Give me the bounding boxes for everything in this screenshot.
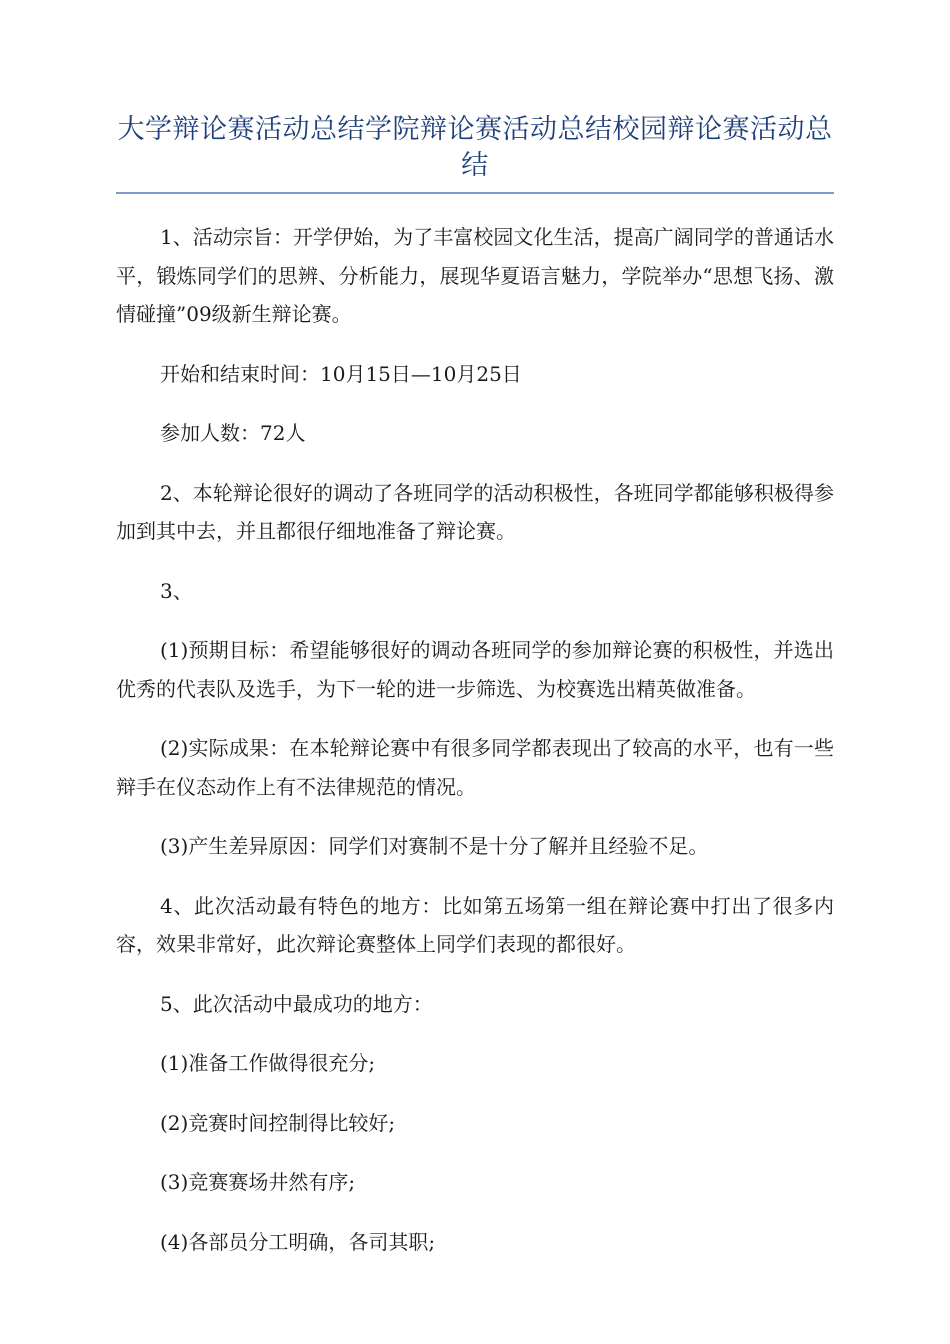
list-item-time-control: (2)竞赛时间控制得比较好; — [160, 1110, 396, 1135]
list-item-preparation: (1)准备工作做得很充分; — [160, 1051, 376, 1075]
title-divider — [116, 192, 834, 194]
paragraph-section-3: 3、 — [160, 578, 193, 603]
document-title: 大学辩论赛活动总结学院辩论赛活动总结校园辩论赛活动总结 — [117, 114, 833, 181]
paragraph-successes: 5、此次活动中最成功的地方： — [160, 991, 433, 1016]
paragraph-purpose: 1、活动宗旨：开学伊始，为了丰富校园文化生活，提高广阔同学的普通话水平，锻炼同学们的思辨、分析能力，展现华夏语言魅力，学院举办“思想飞扬、激情碰撞”09级新生辩论赛。 — [116, 225, 834, 326]
paragraph-time: 开始和结束时间：10月15日—10月25日 — [160, 361, 522, 386]
paragraph-actual-result: (2)实际成果：在本轮辩论赛中有很多同学都表现出了较高的水平，也有一些辩手在仪态动作上有不法律规范的情况。 — [116, 736, 834, 799]
paragraph-expected-goal: (1)预期目标：希望能够很好的调动各班同学的参加辩论赛的积极性，并选出优秀的代表队及选手，为下一轮的进一步筛选、为校赛选出精英做准备。 — [116, 638, 834, 701]
document-page — [116, 112, 834, 1282]
list-item-division-of-labor: (4)各部员分工明确，各司其职; — [160, 1229, 436, 1254]
paragraph-engagement: 2、本轮辩论很好的调动了各班同学的活动积极性，各班同学都能够积极得参加到其中去，并且都很仔细地准备了辩论赛。 — [116, 480, 834, 543]
document-body — [116, 218, 834, 1261]
paragraph-participants: 参加人数：72人 — [160, 421, 306, 445]
list-item-venue-order: (3)竞赛赛场井然有序; — [160, 1170, 356, 1194]
paragraph-highlights: 4、此次活动最有特色的地方：比如第五场第一组在辩论赛中打出了很多内容，效果非常好，此次辩论赛整体上同学们表现的都很好。 — [116, 893, 834, 956]
paragraph-difference-cause: (3)产生差异原因：同学们对赛制不是十分了解并且经验不足。 — [160, 834, 709, 858]
